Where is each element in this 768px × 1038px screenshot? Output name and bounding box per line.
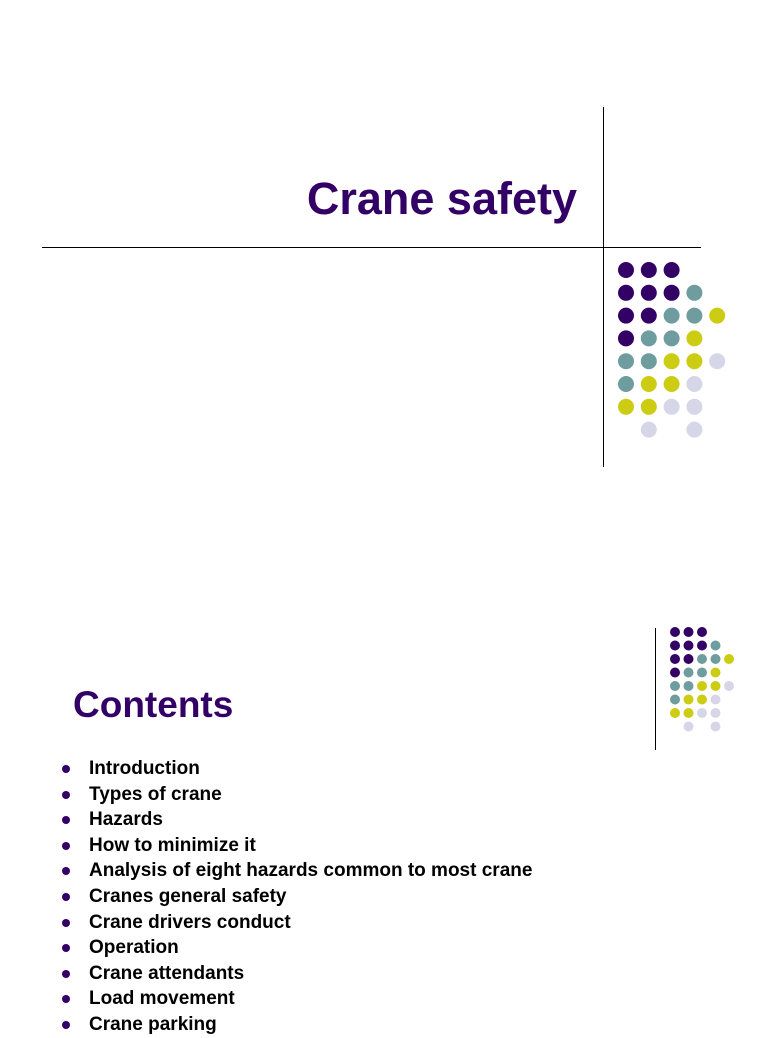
decorative-dot — [724, 654, 734, 664]
vertical-rule — [603, 107, 604, 467]
list-item — [61, 782, 532, 808]
decorative-dot — [684, 641, 694, 651]
list-item — [61, 961, 532, 987]
decorative-dot — [697, 708, 707, 718]
bullet-icon — [62, 867, 70, 875]
contents-heading: Contents — [73, 684, 234, 725]
decorative-dot — [641, 399, 657, 415]
decorative-dot — [711, 695, 721, 705]
list-item-label: Analysis of eight hazards common to most crane — [89, 860, 533, 882]
list-item — [61, 807, 532, 833]
list-item-label: Introduction — [89, 758, 200, 779]
decorative-dot — [686, 308, 702, 324]
decorative-dot — [697, 641, 707, 651]
decorative-dot — [641, 376, 657, 392]
slide-title: Crane safety — [306, 173, 577, 224]
list-item-label: Hazards — [89, 809, 163, 831]
decorative-dot-grid — [614, 258, 730, 442]
list-item — [61, 884, 532, 910]
decorative-dot — [711, 654, 721, 664]
decorative-dot — [670, 668, 680, 678]
decorative-dot — [684, 668, 694, 678]
decorative-dot — [697, 695, 707, 705]
list-item-label: Cranes general safety — [89, 885, 287, 907]
contents-slide — [0, 560, 768, 1035]
decorative-dot — [641, 422, 657, 438]
decorative-dot — [711, 641, 721, 651]
list-item-label: Load movement — [89, 988, 235, 1010]
decorative-dot — [641, 262, 657, 278]
decorative-dot — [697, 681, 707, 691]
list-item — [61, 833, 532, 859]
decorative-dot — [664, 376, 680, 392]
list-item-label: Types of crane — [89, 783, 222, 805]
list-item — [61, 935, 532, 961]
list-item-label: Crane drivers conduct — [89, 911, 291, 933]
decorative-dot — [670, 681, 680, 691]
decorative-dot-grid-small — [669, 626, 737, 734]
decorative-dot — [670, 708, 680, 718]
decorative-dot — [664, 308, 680, 324]
decorative-dot — [684, 654, 694, 664]
bullet-icon — [62, 842, 70, 850]
list-item-label: Crane attendants — [89, 962, 245, 984]
list-item — [61, 986, 532, 1012]
decorative-dot — [686, 376, 702, 392]
list-item-label: Operation — [89, 937, 179, 959]
decorative-dot — [664, 330, 680, 346]
bullet-icon — [62, 791, 70, 799]
decorative-dot — [670, 627, 680, 637]
bullet-icon — [62, 816, 70, 824]
decorative-dot — [709, 308, 725, 324]
bullet-icon — [62, 970, 70, 978]
decorative-dot — [697, 668, 707, 678]
bullet-icon — [62, 995, 70, 1003]
decorative-dot — [618, 308, 634, 324]
decorative-dot — [711, 668, 721, 678]
decorative-dot — [641, 330, 657, 346]
decorative-dot — [641, 285, 657, 301]
decorative-dot — [618, 262, 634, 278]
decorative-dot — [670, 695, 680, 705]
decorative-dot — [709, 353, 725, 369]
list-item — [61, 910, 532, 936]
bullet-icon — [62, 944, 70, 952]
bullet-icon — [62, 893, 70, 901]
decorative-dot — [664, 262, 680, 278]
decorative-dot — [686, 353, 702, 369]
decorative-dot — [686, 330, 702, 346]
decorative-dot — [670, 641, 680, 651]
vertical-rule-small — [655, 628, 656, 750]
decorative-dot — [641, 308, 657, 324]
decorative-dot — [684, 695, 694, 705]
decorative-dot — [686, 285, 702, 301]
decorative-dot — [711, 681, 721, 691]
decorative-dot — [684, 681, 694, 691]
bullet-icon — [62, 1021, 70, 1029]
list-item — [61, 858, 532, 884]
decorative-dot — [684, 722, 694, 732]
contents-list — [61, 756, 532, 1038]
decorative-dot — [686, 422, 702, 438]
bullet-icon — [62, 765, 70, 773]
decorative-dot — [641, 353, 657, 369]
bullet-icon — [62, 919, 70, 927]
list-item-label: How to minimize it — [89, 834, 256, 856]
decorative-dot — [664, 285, 680, 301]
list-item-label: Crane parking — [89, 1013, 217, 1035]
decorative-dot — [618, 376, 634, 392]
decorative-dot — [618, 353, 634, 369]
list-item — [61, 756, 532, 782]
decorative-dot — [697, 654, 707, 664]
decorative-dot — [664, 353, 680, 369]
decorative-dot — [724, 681, 734, 691]
decorative-dot — [711, 722, 721, 732]
decorative-dot — [664, 399, 680, 415]
decorative-dot — [686, 399, 702, 415]
decorative-dot — [618, 330, 634, 346]
decorative-dot — [618, 399, 634, 415]
decorative-dot — [618, 285, 634, 301]
decorative-dot — [711, 708, 721, 718]
decorative-dot — [684, 708, 694, 718]
decorative-dot — [697, 627, 707, 637]
decorative-dot — [684, 627, 694, 637]
list-item — [61, 1012, 532, 1038]
decorative-dot — [670, 654, 680, 664]
